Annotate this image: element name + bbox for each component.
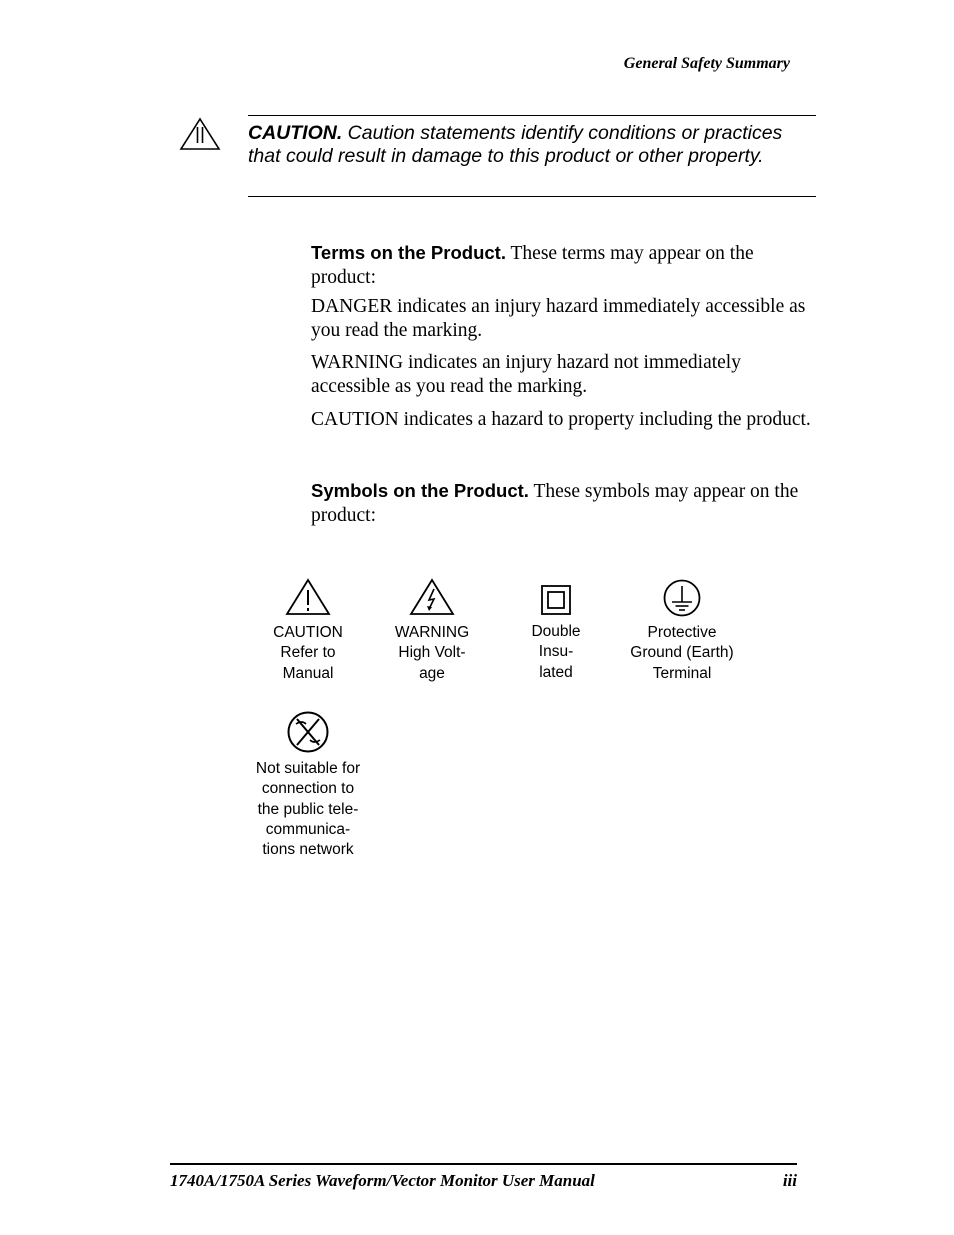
- symbol-label-double-insulated: Double Insu- lated: [531, 623, 581, 681]
- symbol-label-not-telecom: Not suitable for connection to the public tele- communica- tions network: [255, 760, 361, 859]
- footer-manual-title: 1740A/1750A Series Waveform/Vector Monitor User Manual: [170, 1171, 595, 1190]
- symbol-label-warning: WARNING High Volt- age: [394, 624, 470, 682]
- term-caution: CAUTION indicates a hazard to property including the product.: [311, 409, 811, 430]
- terms-intro: These terms may appear on the product:: [311, 243, 754, 288]
- caution-label: CAUTION.: [248, 122, 343, 144]
- term-danger: DANGER indicates an injury hazard immediately accessible as you read the marking.: [311, 296, 806, 341]
- caution-top-rule: [248, 115, 816, 116]
- caution-triangle-icon: [178, 116, 222, 152]
- caution-statement: [248, 122, 818, 168]
- term-warning: WARNING indicates an injury hazard not immediately accessible as you read the marking.: [311, 352, 741, 397]
- not-telecom-icon: [286, 710, 330, 754]
- symbols-paragraph: [311, 479, 816, 528]
- symbols-intro: These symbols may appear on the product:: [311, 481, 799, 526]
- page-number: iii: [782, 1171, 797, 1190]
- protective-ground-icon: [662, 578, 702, 618]
- double-insulated-icon: [540, 584, 572, 616]
- caution-body: Caution statements identify conditions or practices that could result in damage to this product or other property.: [248, 122, 783, 167]
- symbol-label-protective-ground: Protective Ground (Earth) Terminal: [630, 624, 734, 682]
- running-header: General Safety Summary: [623, 55, 790, 72]
- terms-paragraph: [311, 241, 816, 290]
- caution-bottom-rule: [248, 196, 816, 197]
- caution-triangle-icon: [284, 578, 332, 616]
- symbols-heading: Symbols on the Product.: [311, 480, 529, 501]
- symbol-label-caution: CAUTION Refer to Manual: [273, 624, 343, 682]
- terms-heading: Terms on the Product.: [311, 242, 506, 263]
- footer-rule: [170, 1163, 797, 1165]
- high-voltage-icon: [408, 578, 456, 616]
